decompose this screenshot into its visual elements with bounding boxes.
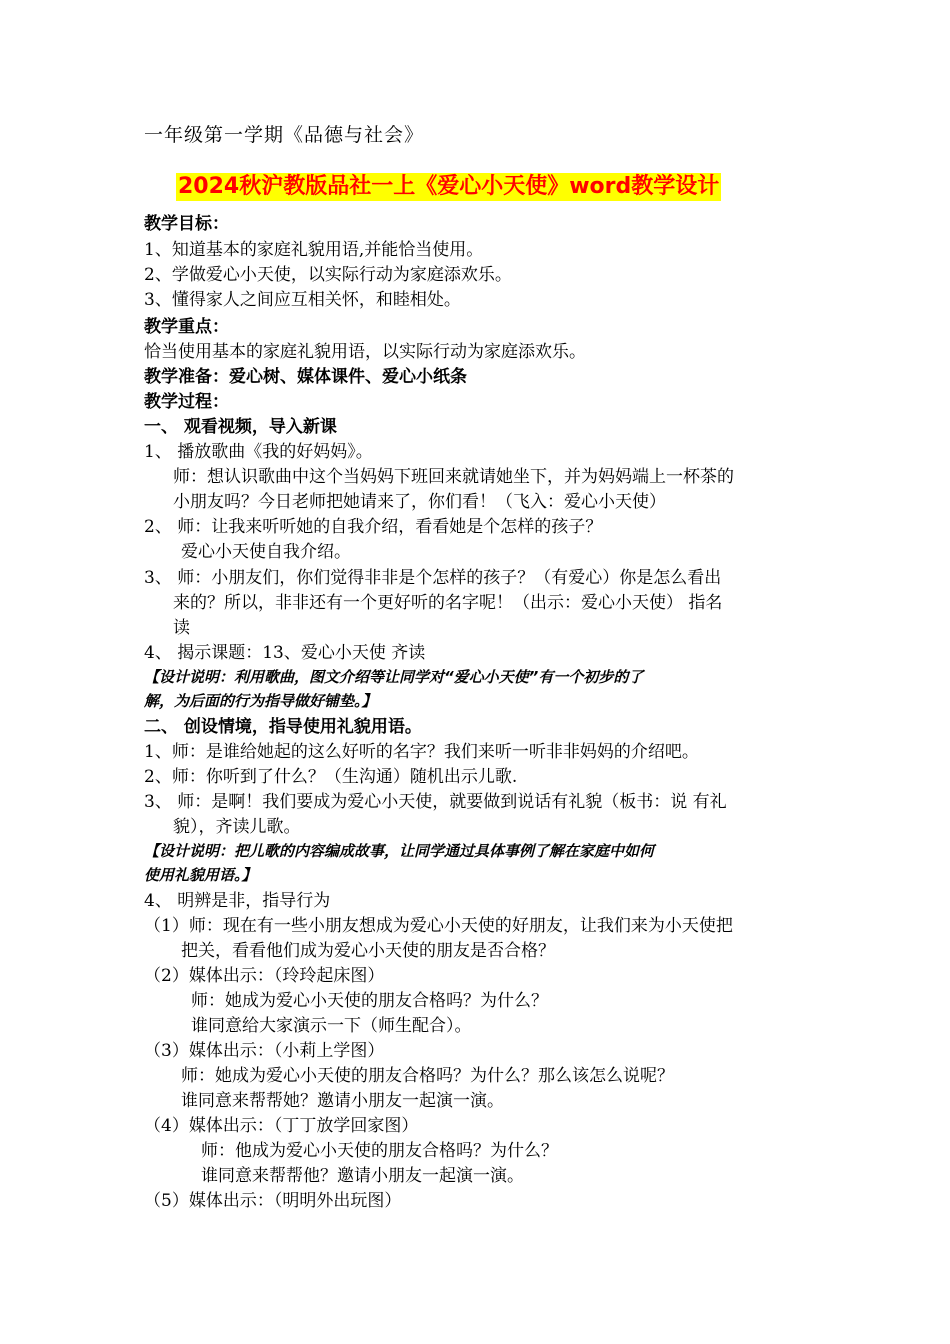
text-line: 来的？所以，非非还有一个更好听的名字呢！（出示：爱心小天使） 指名 (173, 593, 723, 613)
design-note: 使用礼貌用语。】 (144, 866, 257, 884)
text-line: （5）媒体出示：（明明外出玩图） (144, 1191, 402, 1211)
section-heading: 教学过程： (144, 392, 229, 412)
text-line: 貌），齐读儿歌。 (173, 817, 301, 837)
design-note: 解，为后面的行为指导做好铺垫。】 (144, 692, 377, 710)
text-line: 3、懂得家人之间应互相关怀，和睦相处。 (144, 290, 461, 310)
text-line: 4、 揭示课题：13、爱心小天使 齐读 (144, 643, 426, 663)
text-line: （1）师：现在有一些小朋友想成为爱心小天使的好朋友，让我们来为小天使把 (144, 916, 733, 936)
text-line: 3、 师：是啊！我们要成为爱心小天使，就要做到说话有礼貌（板书：说 有礼 (144, 792, 727, 812)
text-line: 3、 师：小朋友们，你们觉得非非是个怎样的孩子？（有爱心）你是怎么看出 (144, 568, 722, 588)
design-note: 【设计说明：把儿歌的内容编成故事，让同学通过具体事例了解在家庭中如何 (144, 842, 655, 860)
text-line: 读 (173, 618, 190, 638)
text-line: 师：她成为爱心小天使的朋友合格吗？为什么？那么该怎么说呢？ (181, 1066, 674, 1086)
section-heading: 教学重点： (144, 317, 229, 337)
text-line: 师：她成为爱心小天使的朋友合格吗？为什么？ (191, 991, 548, 1011)
text-line: 谁同意来帮帮他？邀请小朋友一起演一演。 (201, 1166, 524, 1186)
text-line: （4）媒体出示：（丁丁放学回家图） (144, 1116, 419, 1136)
text-line: 谁同意给大家演示一下（师生配合）。 (191, 1016, 472, 1036)
text-line: 把关，看看他们成为爱心小天使的朋友是否合格？ (181, 941, 555, 961)
text-line: 1、知道基本的家庭礼貌用语,并能恰当使用。 (144, 240, 484, 260)
text-line: 小朋友吗？今日老师把她请来了，你们看！（飞入：爱心小天使） (173, 492, 666, 512)
text-line: 师：他成为爱心小天使的朋友合格吗？为什么？ (201, 1141, 558, 1161)
text-line: 恰当使用基本的家庭礼貌用语，以实际行动为家庭添欢乐。 (144, 342, 586, 362)
text-line: 1、师：是谁给她起的这么好听的名字？我们来听一听非非妈妈的介绍吧。 (144, 742, 699, 762)
text-line: 1、 播放歌曲《我的好妈妈》。 (144, 442, 373, 462)
document-header: 一年级第一学期《品德与社会》 (144, 124, 425, 146)
section-heading: 教学目标： (144, 214, 229, 234)
text-line: 谁同意来帮帮她？邀请小朋友一起演一演。 (181, 1091, 504, 1111)
section-heading: 一、 观看视频，导入新课 (144, 417, 337, 437)
text-line: 师：想认识歌曲中这个当妈妈下班回来就请她坐下，并为妈妈端上一杯茶的 (173, 467, 734, 487)
text-line: 2、师：你听到了什么？（生沟通）随机出示儿歌. (144, 767, 518, 787)
section-heading: 教学准备：爱心树、媒体课件、爱心小纸条 (144, 367, 467, 387)
text-line: 4、 明辨是非，指导行为 (144, 891, 331, 911)
text-line: 爱心小天使自我介绍。 (181, 542, 351, 562)
text-line: （3）媒体出示：（小莉上学图） (144, 1041, 385, 1061)
text-line: （2）媒体出示：（玲玲起床图） (144, 966, 385, 986)
document-title: 2024秋沪教版品社一上《爱心小天使》word教学设计 (178, 174, 720, 199)
design-note: 【设计说明：利用歌曲，图文介绍等让同学对“爱心小天使”有一个初步的了 (144, 668, 644, 686)
text-line: 2、学做爱心小天使，以实际行动为家庭添欢乐。 (144, 265, 512, 285)
text-line: 2、 师：让我来听听她的自我介绍，看看她是个怎样的孩子？ (144, 517, 603, 537)
section-heading: 二、 创设情境，指导使用礼貌用语。 (144, 717, 422, 737)
